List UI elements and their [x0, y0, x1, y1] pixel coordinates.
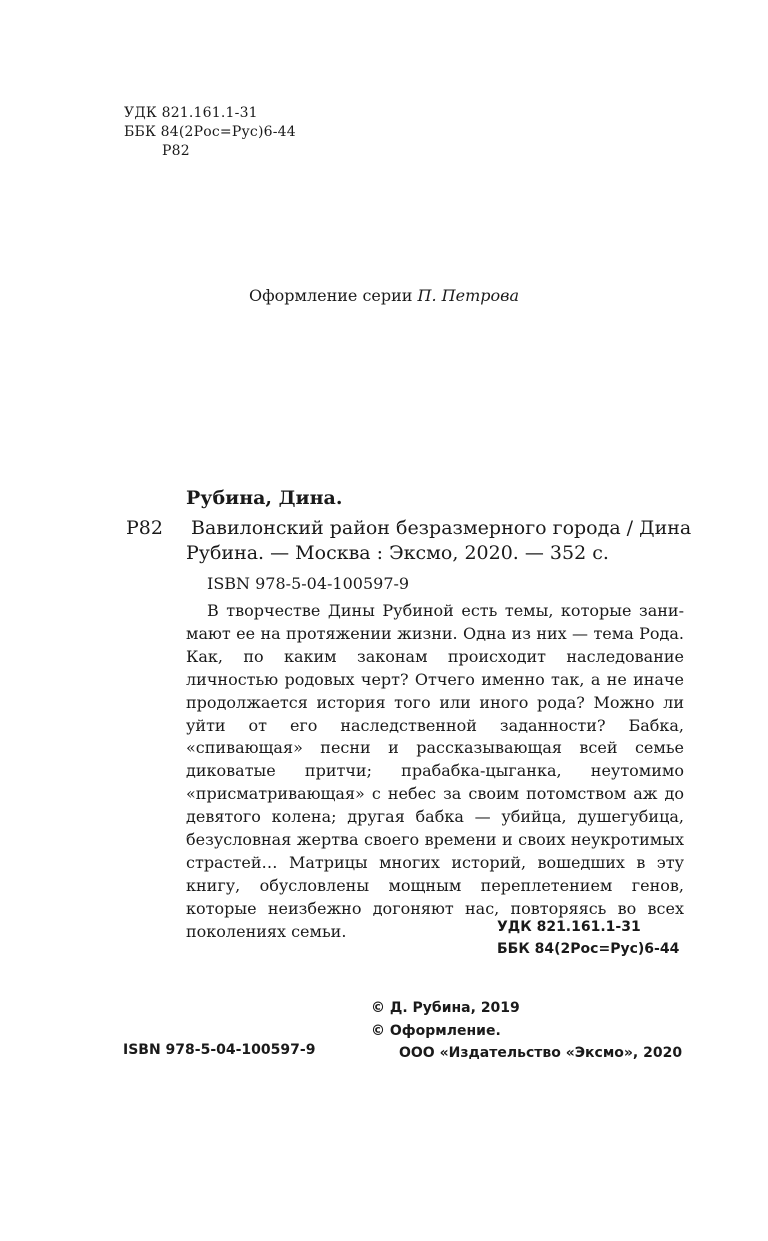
author-heading: Рубина, Дина.: [186, 487, 343, 509]
copyright-publisher: ООО «Издательство «Эксмо», 2020: [399, 1045, 683, 1061]
title-statement-line-1: Вавилонский район безразмерного города / Дина: [191, 517, 692, 539]
copyright-design: © Оформление.: [371, 1022, 501, 1039]
top-classification: [124, 104, 296, 161]
title-statement-line-2: Рубина. — Москва : Эксмо, 2020. — 352 с.: [186, 542, 609, 564]
top-udk: УДК 821.161.1-31: [124, 105, 258, 121]
series-design-line: [0, 286, 768, 305]
catalog-isbn: ISBN 978-5-04-100597-9: [207, 574, 410, 593]
copyright-block: [371, 997, 682, 1065]
bottom-isbn: ISBN 978-5-04-100597-9: [123, 1042, 316, 1058]
annotation-paragraph: В творчестве Дины Рубиной есть темы, которые занимают ее на протяжении жизни. Одна из них — тема Рода. Как, по каким законам происходит наследование личностью родовых черт? Отчего именно так, а не иначе продолжается история того или иного рода? Можно ли уйти от его наследственной заданности? Бабка, «спивающая» песни и рассказывающая всей семье диковатые притчи; прабабка-цыганка, неутомимо «присматривающая» с небес за своим потомством аж до девятого колена; другая бабка — убийца, душегубица, безусловная жертва своего времени и своих неукротимых страстей… Матрицы многих историй, вошедших в эту книгу, обусловлены мощным переплетением генов, которые неизбежно догоняют нас, повторяясь во всех поколениях семьи.: [186, 601, 684, 941]
catalog-cutter-mark: Р82: [126, 517, 163, 539]
bottom-classification: [497, 916, 679, 960]
bottom-bbk: ББК 84(2Рос=Рус)6-44: [497, 941, 680, 957]
copyright-author: © Д. Рубина, 2019: [371, 1000, 520, 1016]
series-design-label: Оформление серии: [248, 286, 418, 305]
top-cutter-mark: Р82: [162, 143, 190, 159]
bottom-udk: УДК 821.161.1-31: [497, 919, 641, 935]
top-bbk: ББК 84(2Рос=Рус)6-44: [124, 124, 296, 140]
series-designer-name: П. Петрова: [417, 286, 519, 305]
